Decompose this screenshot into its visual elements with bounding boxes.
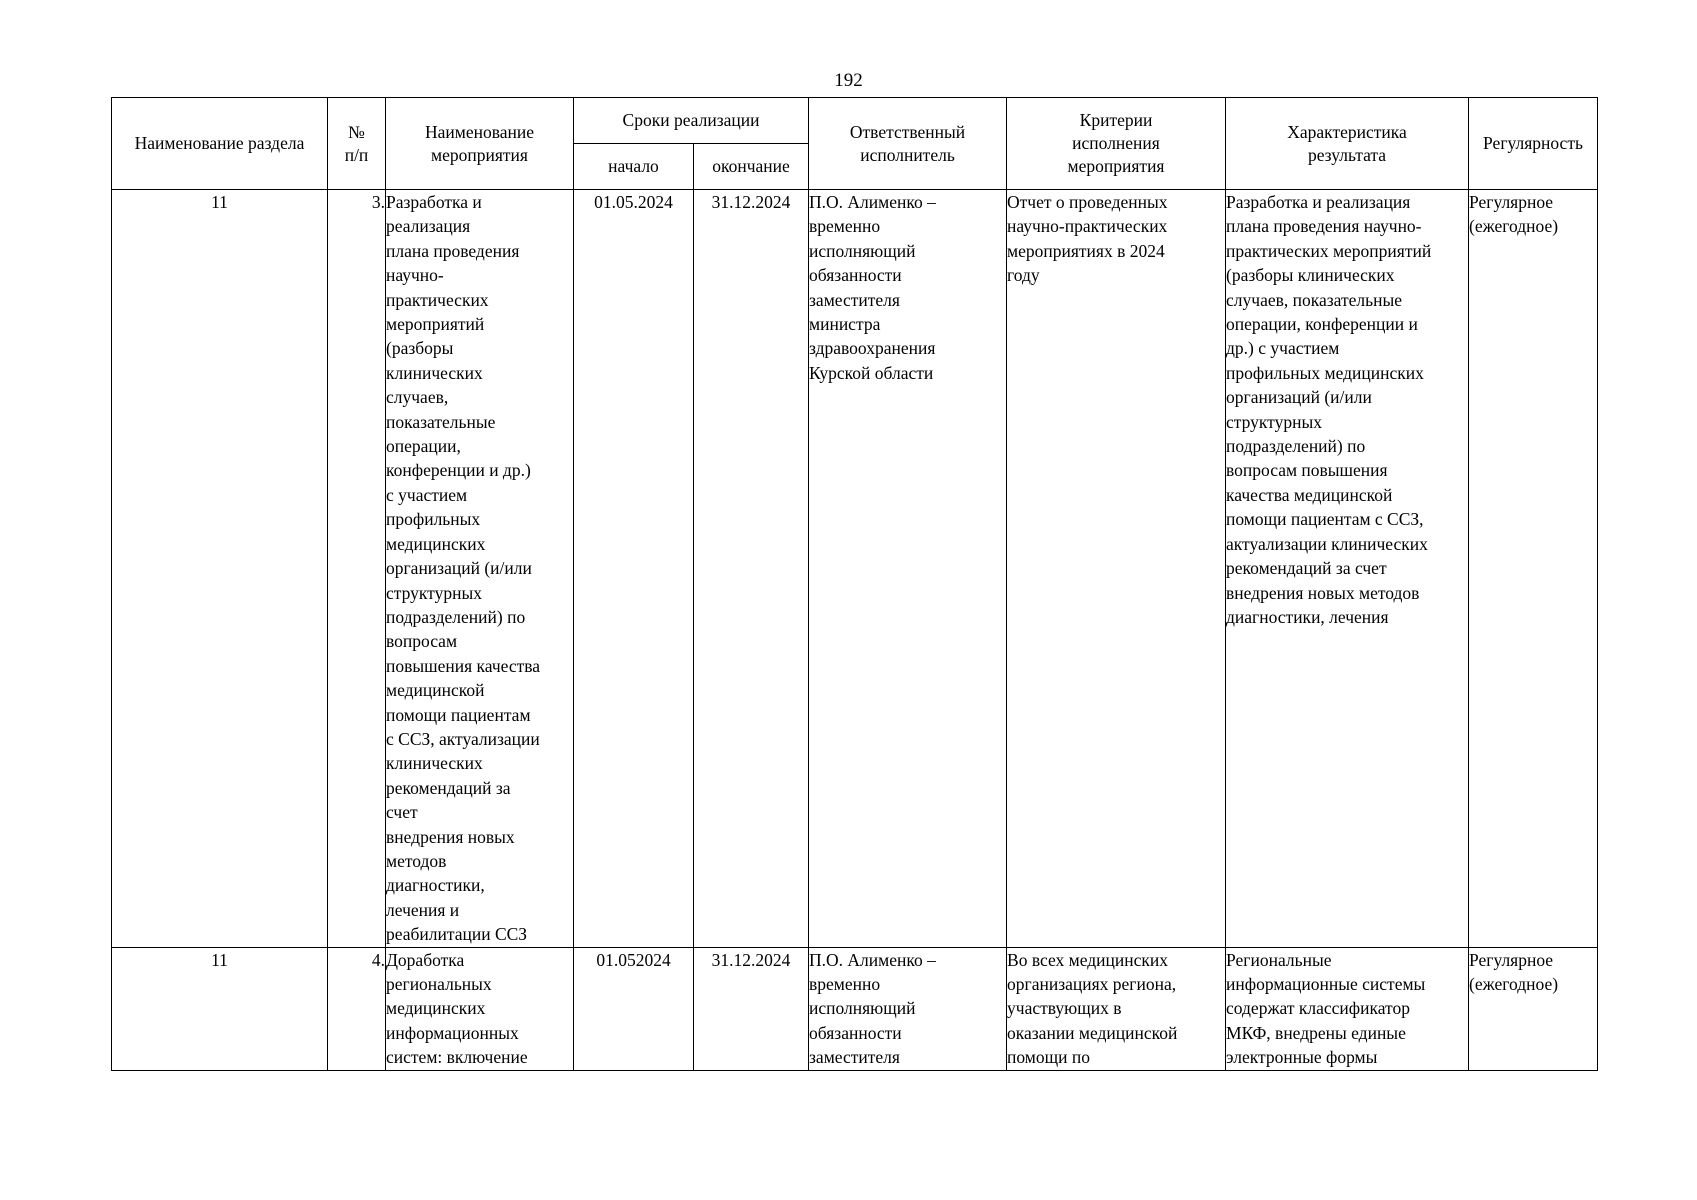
header-end: окончание [694, 144, 809, 190]
cell-responsible: П.О. Алименко – временно исполняющий обязанности заместителя [809, 947, 1007, 1070]
cell-start: 01.052024 [574, 947, 694, 1070]
header-result: Характеристика результата [1226, 98, 1469, 190]
header-section: Наименование раздела [112, 98, 328, 190]
header-regularity: Регулярность [1469, 98, 1598, 190]
cell-number: 3. [328, 190, 386, 948]
cell-end: 31.12.2024 [694, 947, 809, 1070]
header-number: № п/п [328, 98, 386, 190]
cell-criteria: Во всех медицинских организациях региона, участвующих в оказании медицинской помощи по [1007, 947, 1226, 1070]
cell-start: 01.05.2024 [574, 190, 694, 948]
cell-criteria: Отчет о проведенных научно-практических мероприятиях в 2024 году [1007, 190, 1226, 948]
cell-regularity: Регулярное (ежегодное) [1469, 190, 1598, 948]
cell-result: Разработка и реализация плана проведения научно- практических мероприятий (разборы клинических случаев, показательные операции, конференции и др.) с участием профильных медицинских организаций (и/или структурных подразделений) по вопросам повышения качества медицинской помощи пациентам с ССЗ, актуализации клинических рекомендаций за счет внедрения новых методов диагностики, лечения [1226, 190, 1469, 948]
header-criteria: Критерии исполнения мероприятия [1007, 98, 1226, 190]
table-row [112, 190, 1598, 948]
cell-end: 31.12.2024 [694, 190, 809, 948]
table-row [112, 947, 1598, 1070]
cell-event: Доработка региональных медицинских информационных систем: включение [386, 947, 574, 1070]
header-responsible: Ответственный исполнитель [809, 98, 1007, 190]
page-number: 192 [834, 70, 863, 91]
cell-responsible: П.О. Алименко – временно исполняющий обязанности заместителя министра здравоохранения Курской области [809, 190, 1007, 948]
header-row [112, 98, 1598, 144]
cell-section: 11 [112, 947, 328, 1070]
plan-table [111, 97, 1598, 1071]
cell-event: Разработка и реализация плана проведения научно- практических мероприятий (разборы клинических случаев, показательные операции, конференции и др.) с участием профильных медицинских организаций (и/или структурных подразделений) по вопросам повышения качества медицинской помощи пациентам с ССЗ, актуализации клинических рекомендаций за счет внедрения новых методов диагностики, лечения и реабилитации ССЗ [386, 190, 574, 948]
header-terms: Сроки реализации [574, 98, 809, 144]
header-event: Наименование мероприятия [386, 98, 574, 190]
cell-section: 11 [112, 190, 328, 948]
header-start: начало [574, 144, 694, 190]
cell-number: 4. [328, 947, 386, 1070]
cell-result: Региональные информационные системы содержат классификатор МКФ, внедрены единые электронные формы [1226, 947, 1469, 1070]
cell-regularity: Регулярное (ежегодное) [1469, 947, 1598, 1070]
